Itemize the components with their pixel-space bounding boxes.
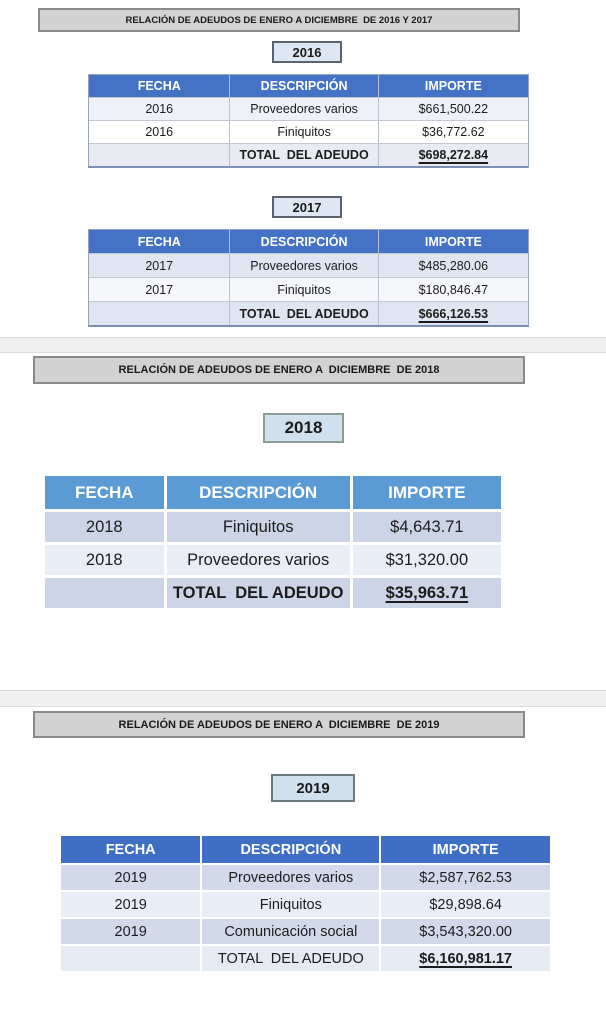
page-break: [0, 337, 606, 353]
cell-importe: $29,898.64: [429, 896, 502, 913]
cell-empty: [61, 946, 200, 971]
total-value: $35,963.71: [385, 583, 469, 602]
total-value: $6,160,981.17: [419, 950, 512, 967]
debt-table-2019: [61, 836, 550, 971]
page-break: [0, 690, 606, 707]
header-cell-descripcion: DESCRIPCIÓN: [164, 476, 353, 509]
cell-empty: [89, 302, 229, 325]
cell-fecha: 2019: [114, 869, 147, 886]
cell-empty: [45, 578, 164, 608]
cell-fecha: 2019: [114, 896, 147, 913]
header-cell-importe: IMPORTE: [432, 841, 499, 858]
year-badge-2016: [272, 41, 342, 63]
header-cell-descripcion: DESCRIPCIÓN: [229, 75, 378, 97]
header-cell-importe: IMPORTE: [424, 234, 482, 249]
cell-empty: [89, 144, 229, 166]
table-row: [45, 542, 501, 575]
table-total-row: [61, 944, 550, 971]
cell-descripcion: Finiquitos: [229, 278, 378, 301]
total-value: $698,272.84: [418, 148, 489, 162]
table-header-row: [61, 836, 550, 863]
cell-importe: $36,772.62: [422, 125, 485, 139]
total-label: TOTAL DEL ADEUDO: [229, 302, 378, 325]
section-banner-2019: [33, 711, 525, 738]
cell-descripcion: Proveedores varios: [229, 98, 378, 120]
cell-fecha: 2016: [145, 102, 174, 116]
banner-text: RELACIÓN DE ADEUDOS DE ENERO A DICIEMBRE DE 2016 Y 2017: [125, 14, 433, 26]
cell-importe: $2,587,762.53: [419, 869, 512, 886]
header-cell-descripcion: DESCRIPCIÓN: [200, 836, 381, 863]
total-label: TOTAL DEL ADEUDO: [200, 946, 381, 971]
cell-importe: $485,280.06: [418, 258, 489, 273]
cell-importe: $4,643.71: [390, 517, 464, 536]
cell-descripcion: Finiquitos: [229, 121, 378, 143]
table-row: [89, 97, 528, 120]
year-badge-label: 2017: [292, 199, 322, 215]
header-cell-importe: IMPORTE: [388, 482, 466, 502]
cell-descripcion: Proveedores varios: [229, 254, 378, 277]
table-header-row: [89, 230, 528, 253]
cell-fecha: 2017: [145, 258, 174, 273]
cell-fecha: 2016: [145, 125, 174, 139]
section-banner-2018: [33, 356, 525, 384]
table-header-row: [45, 476, 501, 509]
cell-fecha: 2019: [114, 923, 147, 940]
table-row: [89, 120, 528, 143]
cell-descripcion: Finiquitos: [164, 512, 353, 542]
table-total-row: [89, 301, 528, 325]
year-badge-2017: [272, 196, 342, 218]
header-cell-fecha: FECHA: [74, 482, 134, 502]
year-badge-2018: [263, 413, 344, 443]
cell-importe: $180,846.47: [418, 282, 489, 297]
table-row: [61, 917, 550, 944]
table-row: [89, 253, 528, 277]
cell-fecha: 2018: [85, 517, 123, 536]
cell-importe: $31,320.00: [385, 550, 469, 569]
debt-table-2018: [45, 476, 501, 608]
header-cell-importe: IMPORTE: [424, 79, 482, 93]
year-badge-2019: [271, 774, 355, 802]
total-label: TOTAL DEL ADEUDO: [164, 578, 353, 608]
table-header-row: [89, 75, 528, 97]
cell-descripcion: Proveedores varios: [200, 865, 381, 890]
table-row: [61, 890, 550, 917]
total-value: $666,126.53: [418, 306, 489, 321]
debt-table-2016: [88, 74, 529, 168]
header-cell-fecha: FECHA: [137, 79, 181, 93]
debt-table-2017: [88, 229, 529, 327]
table-total-row: [89, 143, 528, 166]
cell-descripcion: Proveedores varios: [164, 545, 353, 575]
total-label: TOTAL DEL ADEUDO: [229, 144, 378, 166]
table-total-row: [45, 575, 501, 608]
table-row: [89, 277, 528, 301]
table-row: [61, 863, 550, 890]
header-cell-fecha: FECHA: [137, 234, 181, 249]
section-banner-2016-2017: [38, 8, 520, 32]
header-cell-fecha: FECHA: [105, 841, 156, 858]
cell-fecha: 2017: [145, 282, 174, 297]
header-cell-descripcion: DESCRIPCIÓN: [229, 230, 378, 253]
year-badge-label: 2018: [284, 418, 323, 437]
cell-descripcion: Finiquitos: [200, 892, 381, 917]
year-badge-label: 2019: [296, 779, 330, 797]
cell-descripcion: Comunicación social: [200, 919, 381, 944]
cell-fecha: 2018: [85, 550, 123, 569]
table-row: [45, 509, 501, 542]
cell-importe: $3,543,320.00: [419, 923, 512, 940]
banner-text: RELACIÓN DE ADEUDOS DE ENERO A DICIEMBRE DE 2018: [118, 364, 440, 376]
year-badge-label: 2016: [292, 44, 322, 60]
cell-importe: $661,500.22: [418, 102, 489, 116]
banner-text: RELACIÓN DE ADEUDOS DE ENERO A DICIEMBRE DE 2019: [118, 718, 440, 731]
